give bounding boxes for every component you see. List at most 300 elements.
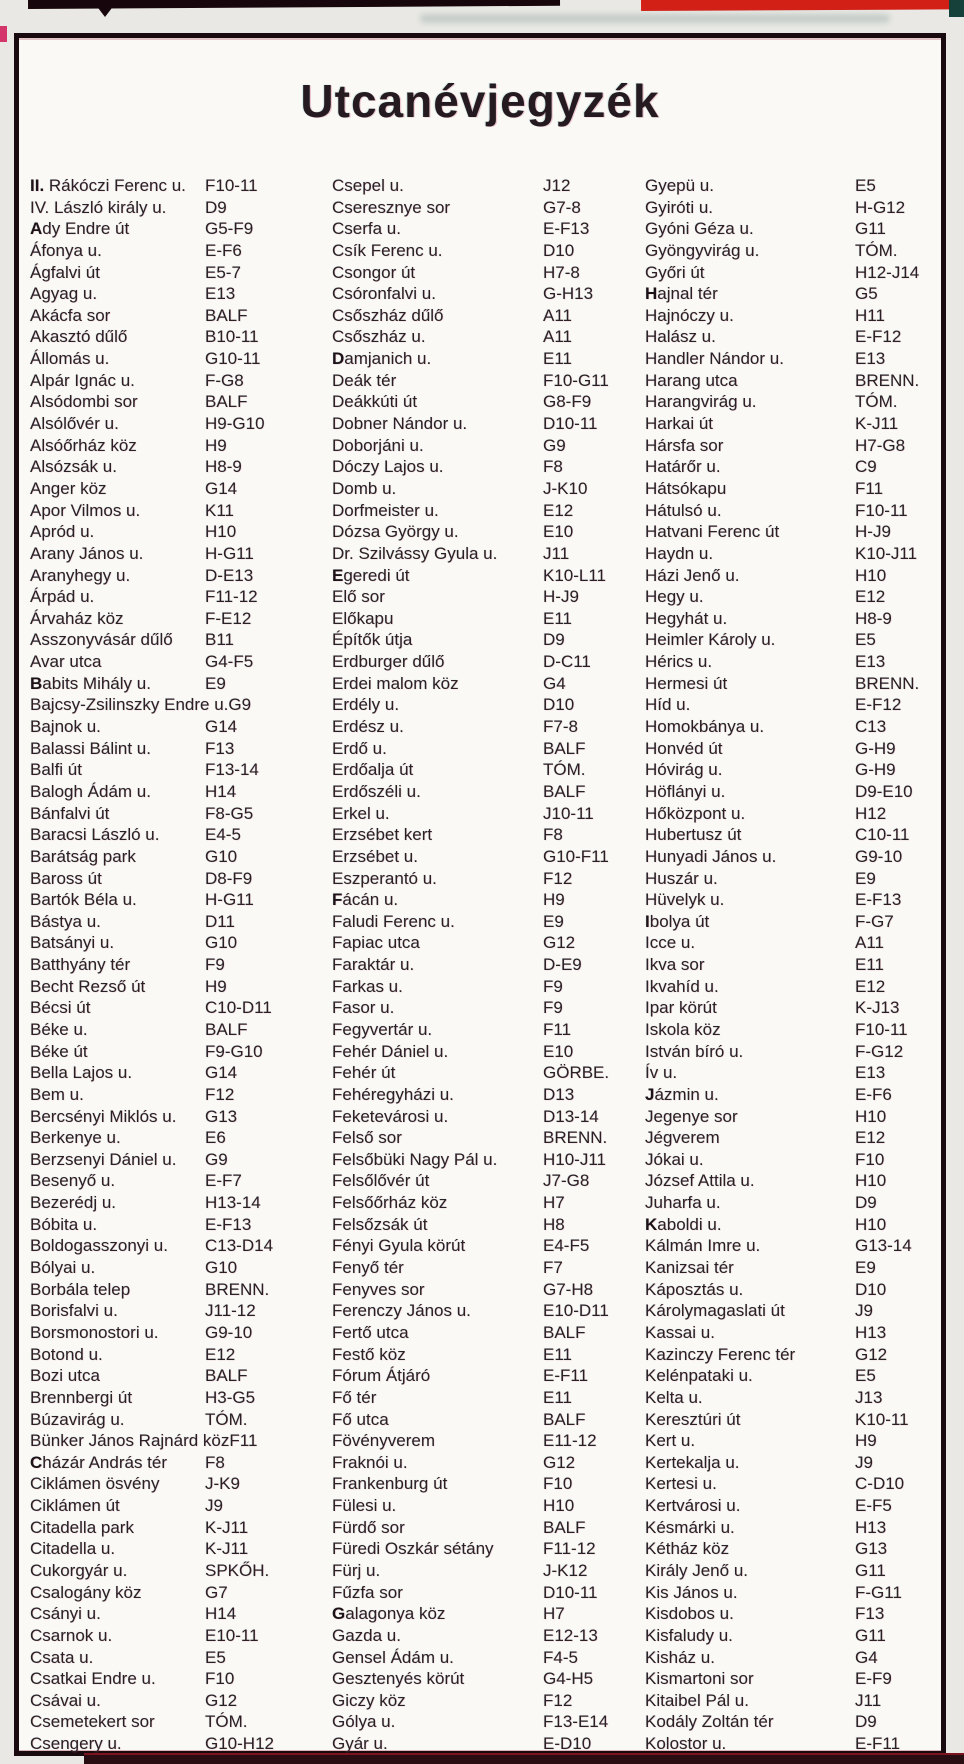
street-entry: [645, 240, 945, 262]
street-name: Egeredi út: [332, 565, 410, 585]
grid-ref: H13: [855, 1322, 887, 1342]
grid-ref: E12: [855, 976, 886, 996]
grid-ref: G13-14: [855, 1236, 912, 1256]
street-name: Icce u.: [645, 933, 696, 953]
street-entry: [332, 1300, 637, 1322]
grid-ref: G12: [543, 933, 576, 953]
street-name: Hajnóczy u.: [645, 305, 734, 325]
grid-ref: B11: [205, 630, 234, 650]
street-entry: [332, 1365, 637, 1387]
grid-ref: G10: [205, 1258, 238, 1278]
street-entry: [645, 1149, 945, 1171]
grid-ref: G13: [855, 1539, 888, 1559]
street-name: Hubertusz út: [645, 825, 742, 845]
grid-ref: G-H9: [855, 760, 896, 780]
street-entry: [30, 456, 332, 478]
grid-ref: H8-9: [205, 457, 242, 477]
street-entry: [332, 175, 637, 197]
grid-ref: E5: [855, 630, 876, 650]
grid-ref: D10-11: [543, 1582, 598, 1602]
street-name: Fenyves sor: [332, 1279, 425, 1299]
street-entry: [645, 1647, 945, 1669]
street-entry: [645, 1214, 945, 1236]
street-name: Áfonya u.: [30, 240, 102, 260]
street-entry: [332, 1344, 637, 1366]
grid-ref: F4-5: [543, 1647, 578, 1667]
street-name: Késmárki u.: [645, 1517, 735, 1537]
grid-ref: J-K12: [543, 1561, 588, 1580]
grid-ref: F10: [543, 1474, 573, 1494]
street-entry: [332, 716, 637, 738]
grid-ref: E-F12: [855, 695, 902, 715]
street-name: Erdész u.: [332, 717, 404, 737]
street-entry: [645, 1538, 945, 1560]
grid-ref: H13: [855, 1517, 887, 1537]
street-name: Bólyai u.: [30, 1258, 96, 1278]
street-entry: [645, 478, 945, 500]
street-entry: [30, 716, 332, 738]
street-entry: [332, 435, 637, 457]
grid-ref: G11: [855, 1561, 886, 1580]
street-entry: [30, 1062, 332, 1084]
street-name: Bünker János Rajnárd köz: [30, 1431, 230, 1451]
street-name: Alpár Ignác u.: [30, 370, 135, 390]
street-name: II. Rákóczi Ferenc u.: [30, 176, 186, 195]
grid-ref: E11: [543, 349, 572, 369]
grid-ref: G9-10: [205, 1322, 253, 1342]
grid-ref: F10-11: [205, 176, 258, 195]
grid-ref: E-F11: [543, 1366, 589, 1386]
street-entry: [30, 1711, 332, 1733]
street-entry: [332, 1127, 637, 1149]
grid-ref: E11: [543, 1387, 572, 1407]
street-name: Gyöngyvirág u.: [645, 240, 760, 260]
grid-ref: G10-H12: [205, 1734, 274, 1754]
grid-ref: F10: [205, 1669, 235, 1689]
grid-ref: H10: [543, 1496, 575, 1516]
street-name: Építők útja: [332, 630, 413, 650]
street-entry: [30, 976, 332, 998]
street-entry: [332, 1538, 637, 1560]
grid-ref: K-J11: [855, 414, 899, 434]
street-entry: [30, 435, 332, 457]
grid-ref: H8: [543, 1214, 565, 1234]
grid-ref: E9: [205, 673, 226, 693]
street-name: Gazda u.: [332, 1625, 401, 1645]
street-name: Festő köz: [332, 1344, 406, 1364]
grid-ref: G4: [543, 673, 566, 693]
street-entry: [332, 954, 637, 976]
street-name: Cházár András tér: [30, 1452, 168, 1472]
grid-ref: E5: [205, 1647, 226, 1667]
grid-ref: G14: [205, 478, 238, 498]
street-name: Kazinczy Ferenc tér: [645, 1344, 796, 1364]
grid-ref: TÓM.: [205, 1409, 248, 1429]
street-name: Asszonyvásár dűlő: [30, 630, 173, 650]
grid-ref: C13: [855, 717, 887, 737]
grid-ref: D13: [543, 1084, 575, 1104]
grid-ref: E11: [855, 955, 884, 975]
street-entry: [30, 954, 332, 976]
street-entry: [645, 1019, 945, 1041]
grid-ref: E4-F5: [543, 1236, 590, 1256]
street-name: Cserfa u.: [332, 219, 401, 239]
street-entry: [645, 1517, 945, 1539]
street-entry: [645, 781, 945, 803]
street-name: Babits Mihály u.: [30, 673, 151, 693]
street-entry: [30, 1127, 332, 1149]
street-name: Iskola köz: [645, 1019, 721, 1039]
street-entry: [30, 1214, 332, 1236]
grid-ref: D-C11: [543, 652, 591, 672]
street-name: Ferenczy János u.: [332, 1301, 471, 1321]
street-entry: [332, 1625, 637, 1647]
grid-ref: D9-E10: [855, 781, 913, 801]
grid-ref: H11: [855, 305, 885, 325]
street-index-panel: [14, 33, 946, 1756]
street-entry: [645, 1711, 945, 1733]
street-name: Előkapu: [332, 608, 394, 628]
street-entry: [332, 1668, 637, 1690]
street-entry: [332, 197, 637, 219]
street-name: Fácán u.: [332, 890, 399, 910]
grid-ref: E9: [855, 1258, 876, 1278]
street-entry: [332, 543, 637, 565]
street-name: Borbála telep: [30, 1279, 131, 1299]
grid-ref: E-F6: [205, 240, 242, 260]
street-entry: [30, 1019, 332, 1041]
street-entry: [30, 1430, 332, 1452]
grid-ref: J9: [205, 1496, 223, 1516]
street-name: Fraknói u.: [332, 1452, 408, 1472]
grid-ref: G11: [855, 1625, 886, 1645]
street-entry: [645, 1170, 945, 1192]
street-entry: [30, 651, 332, 673]
street-entry: [332, 262, 637, 284]
street-entry: [30, 911, 332, 933]
street-name: Fényi Gyula körút: [332, 1236, 466, 1256]
street-name: Béke u.: [30, 1019, 88, 1039]
street-entry: [30, 413, 332, 435]
street-name: Kassai u.: [645, 1322, 715, 1342]
street-name: Híd u.: [645, 695, 691, 715]
grid-ref: F13-E14: [543, 1712, 609, 1732]
street-name: Harangvirág u.: [645, 392, 757, 412]
grid-ref: E13: [855, 1063, 886, 1083]
street-entry: [30, 1603, 332, 1625]
street-entry: [30, 586, 332, 608]
street-name: Giczy köz: [332, 1690, 406, 1710]
grid-ref: H9-G10: [205, 414, 265, 434]
street-name: Kanizsai tér: [645, 1258, 734, 1278]
street-name: Hermesi út: [645, 673, 728, 693]
grid-ref: F11: [855, 478, 884, 498]
street-entry: [645, 1430, 945, 1452]
street-name: Bem u.: [30, 1084, 84, 1104]
street-name: Béke út: [30, 1041, 88, 1061]
street-entry: [332, 1473, 637, 1495]
street-name: Agyag u.: [30, 284, 98, 304]
street-name: Doborjáni u.: [332, 435, 424, 455]
street-name: Fűzfa sor: [332, 1582, 403, 1602]
grid-ref: E-F5: [855, 1496, 892, 1516]
street-name: Fehér út: [332, 1063, 396, 1083]
street-entry: [645, 954, 945, 976]
street-entry: [645, 889, 945, 911]
grid-ref: G8-F9: [543, 392, 592, 412]
street-entry: [30, 824, 332, 846]
street-name: Homokbánya u.: [645, 717, 765, 737]
street-name: Bella Lajos u.: [30, 1063, 133, 1083]
grid-ref: E12: [543, 500, 574, 520]
street-name: Csongor út: [332, 262, 416, 282]
street-entry: [30, 348, 332, 370]
street-entry: [332, 1279, 637, 1301]
grid-ref: H14: [205, 781, 237, 801]
street-name: Árvaház köz: [30, 608, 124, 628]
grid-ref: H-J9: [543, 587, 579, 607]
street-name: Kis János u.: [645, 1582, 738, 1602]
street-name: Kodály Zoltán tér: [645, 1712, 774, 1732]
street-entry: [645, 586, 945, 608]
grid-ref: BALF: [543, 781, 586, 801]
street-entry: [30, 1344, 332, 1366]
grid-ref: J-K9: [205, 1474, 240, 1494]
street-entry: [332, 1517, 637, 1539]
grid-ref: F-G7: [855, 911, 894, 931]
street-entry: [645, 1041, 945, 1063]
street-entry: [645, 1365, 945, 1387]
street-entry: [645, 846, 945, 868]
grid-ref: TÓM.: [543, 760, 586, 780]
street-entry: [645, 629, 945, 651]
grid-ref: F-E12: [205, 608, 252, 628]
street-name: Alsódombi sor: [30, 392, 138, 412]
grid-ref: K10-J11: [855, 543, 918, 563]
street-entry: [332, 759, 637, 781]
grid-ref: D9: [855, 1193, 877, 1213]
street-entry: [30, 175, 332, 197]
street-entry: [30, 1625, 332, 1647]
street-name: Bercsényi Miklós u.: [30, 1106, 177, 1126]
grid-ref: H-G12: [855, 197, 906, 217]
grid-ref: H10: [855, 565, 887, 585]
street-name: Gensel Ádám u.: [332, 1647, 454, 1667]
street-entry: [30, 370, 332, 392]
street-entry: [645, 738, 945, 760]
street-entry: [645, 1300, 945, 1322]
street-name: Deákkúti út: [332, 392, 418, 412]
grid-ref: B10-11: [205, 327, 259, 347]
grid-ref: BALF: [205, 305, 248, 325]
street-name: Jókai u.: [645, 1149, 704, 1169]
street-name: Huszár u.: [645, 868, 718, 888]
grid-ref: E5-7: [205, 262, 241, 282]
street-entry: [645, 500, 945, 522]
grid-ref: E12: [855, 587, 886, 607]
street-name: Erdőszéli u.: [332, 781, 421, 801]
grid-ref: G10-11: [205, 349, 261, 369]
street-name: Baracsi László u.: [30, 825, 160, 845]
grid-ref: D11: [205, 911, 235, 931]
street-entry: [30, 1170, 332, 1192]
street-name: Kisdobos u.: [645, 1604, 734, 1624]
street-name: Bóbita u.: [30, 1214, 98, 1234]
street-entry: [30, 629, 332, 651]
street-entry: [30, 1495, 332, 1517]
street-name: Gyepü u.: [645, 176, 714, 195]
street-entry: [332, 348, 637, 370]
street-name: Balassi Bálint u.: [30, 738, 151, 758]
grid-ref: F10-11: [855, 1019, 908, 1039]
grid-ref: K11: [205, 500, 234, 520]
street-name: Csata u.: [30, 1647, 94, 1667]
street-entry: [645, 1322, 945, 1344]
street-name: Kelénpataki u.: [645, 1366, 753, 1386]
street-name: Berkenye u.: [30, 1128, 121, 1148]
street-entry: [332, 1170, 637, 1192]
street-entry: [30, 781, 332, 803]
street-entry: [645, 1084, 945, 1106]
street-name: Baross út: [30, 868, 102, 888]
street-entry: [645, 1603, 945, 1625]
left-edge-red-mark: [0, 26, 7, 42]
street-entry: [30, 889, 332, 911]
grid-ref: D10-11: [543, 414, 598, 434]
street-entry: [645, 1257, 945, 1279]
street-entry: [332, 1149, 637, 1171]
street-name: Halász u.: [645, 327, 716, 347]
street-entry: [645, 868, 945, 890]
street-entry: [645, 521, 945, 543]
street-entry: [332, 478, 637, 500]
street-name: Felsőzsák út: [332, 1214, 428, 1234]
grid-ref: TÓM.: [205, 1712, 248, 1732]
street-name: Dózsa György u.: [332, 522, 459, 542]
grid-ref: E-F11: [855, 1734, 901, 1754]
street-entry: [30, 1473, 332, 1495]
street-name: Bajcsy-Zsilinszky Endre u.: [30, 695, 229, 715]
street-entry: [30, 1733, 332, 1755]
top-right-dark-mark: [949, 0, 964, 17]
street-entry: [332, 1711, 637, 1733]
grid-ref: E5: [855, 1366, 876, 1386]
street-entry: [30, 1041, 332, 1063]
street-entry: [30, 1365, 332, 1387]
street-name: Hegyhát u.: [645, 608, 728, 628]
street-name: Berzsenyi Dániel u.: [30, 1149, 177, 1169]
grid-ref: G10: [205, 933, 238, 953]
grid-ref: E-D10: [543, 1734, 592, 1754]
street-name: Haydn u.: [645, 543, 714, 563]
street-name: Határőr u.: [645, 457, 721, 477]
street-entry: [332, 651, 637, 673]
grid-ref: E9: [543, 911, 564, 931]
street-entry: [645, 283, 945, 305]
street-entry: [332, 326, 637, 348]
street-entry: [645, 1192, 945, 1214]
street-entry: [645, 1279, 945, 1301]
grid-ref: J11-12: [205, 1301, 256, 1321]
grid-ref: G4: [855, 1647, 878, 1667]
street-entry: [645, 651, 945, 673]
street-name: István bíró u.: [645, 1041, 744, 1061]
street-entry: [30, 262, 332, 284]
grid-ref: F7: [543, 1258, 563, 1278]
grid-ref: F-G11: [855, 1582, 902, 1602]
street-name: Kétház köz: [645, 1539, 730, 1559]
street-entry: [30, 1668, 332, 1690]
street-name: Kertvárosi u.: [645, 1496, 741, 1516]
street-entry: [645, 608, 945, 630]
street-entry: [332, 1452, 637, 1474]
grid-ref: SPKŐH.: [205, 1561, 270, 1580]
grid-ref: BRENN.: [855, 673, 920, 693]
grid-ref: BALF: [543, 738, 586, 758]
street-name: Alsólővér u.: [30, 414, 119, 434]
street-entry: [30, 218, 332, 240]
grid-ref: H9: [855, 1431, 877, 1451]
grid-ref: J10-11: [543, 803, 594, 823]
street-name: Kitaibel Pál u.: [645, 1690, 749, 1710]
street-entry: [645, 1690, 945, 1712]
street-entry: [332, 565, 637, 587]
street-name: Állomás u.: [30, 349, 110, 369]
grid-ref: J-K10: [543, 478, 588, 498]
grid-ref: H7: [543, 1193, 565, 1213]
grid-ref: F10: [855, 1149, 885, 1169]
street-name: Botond u.: [30, 1344, 103, 1364]
street-entry: [332, 1214, 637, 1236]
grid-ref: D10: [855, 1279, 887, 1299]
grid-ref: G10-F11: [543, 846, 609, 866]
street-entry: [645, 673, 945, 695]
grid-ref: H10: [855, 1214, 887, 1234]
street-entry: [332, 868, 637, 890]
street-entry: [645, 1235, 945, 1257]
street-entry: [30, 846, 332, 868]
street-name: Fürdő sor: [332, 1517, 405, 1537]
grid-ref: E11-12: [543, 1431, 597, 1451]
street-name: Gyóni Géza u.: [645, 219, 754, 239]
street-entry: [332, 586, 637, 608]
street-entry: [332, 1430, 637, 1452]
street-entry: [332, 1560, 637, 1582]
grid-ref: H-G11: [205, 890, 254, 910]
street-name: Hóvirág u.: [645, 760, 723, 780]
grid-ref: H14: [205, 1604, 237, 1624]
grid-ref: H13-14: [205, 1193, 261, 1213]
street-list: [19, 175, 941, 1757]
street-name: Kelta u.: [645, 1387, 703, 1407]
street-entry: [332, 1647, 637, 1669]
street-name: Galagonya köz: [332, 1604, 446, 1624]
street-name: Hegy u.: [645, 587, 704, 607]
grid-ref: H9: [205, 435, 227, 455]
street-entry: [645, 1560, 945, 1582]
grid-ref: K-J11: [205, 1539, 249, 1559]
grid-ref: H7-8: [543, 262, 580, 282]
grid-ref: G11: [855, 219, 886, 239]
street-entry: [332, 1322, 637, 1344]
street-entry: [332, 1257, 637, 1279]
street-entry: [332, 283, 637, 305]
street-name: Kálmán Imre u.: [645, 1236, 761, 1256]
grid-ref: G7-8: [543, 197, 581, 217]
grid-ref: H9: [543, 890, 565, 910]
grid-ref: G10: [205, 846, 238, 866]
street-entry: [332, 824, 637, 846]
